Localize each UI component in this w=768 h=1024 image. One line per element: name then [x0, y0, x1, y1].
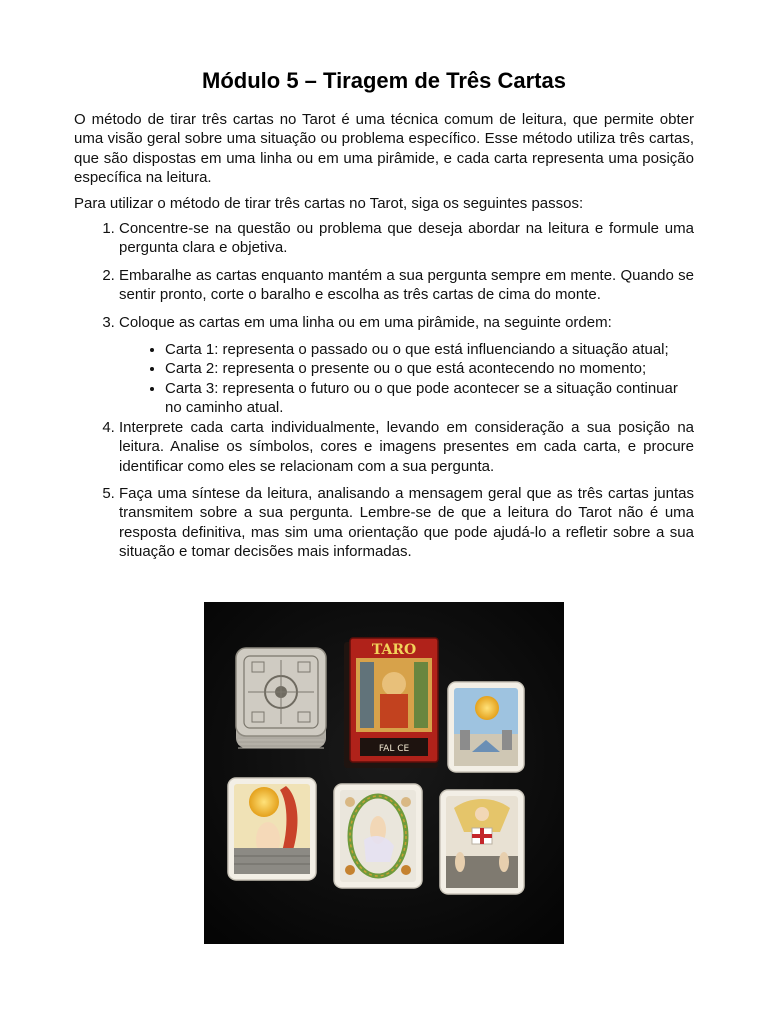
card-positions-list	[119, 340, 694, 418]
card-position-item: • Carta 2: representa o presente ou o que está acontecendo no momento;	[165, 359, 694, 378]
step-item	[119, 313, 694, 418]
tarot-deck-photo	[204, 602, 564, 944]
steps-intro-paragraph: Para utilizar o método de tirar três cartas no Tarot, siga os seguintes passos:	[74, 194, 584, 212]
tarot-card-sun-landscape	[448, 682, 524, 772]
page-title: Módulo 5 – Tiragem de Três Cartas	[202, 68, 566, 93]
tarot-card-the-sun	[228, 778, 316, 880]
step-item: 2. Embaralhe as cartas enquanto mantém a sua pergunta sempre em mente. Quando se sentir pronto, corte o baralho e escolha as três cartas de cima do monte.	[119, 266, 694, 305]
card-position-item: • Carta 3: representa o futuro ou o que pode acontecer se a situação continuar no caminho atual.	[165, 379, 694, 418]
intro-paragraph: O método de tirar três cartas no Tarot é uma técnica comum de leitura, que permite obter uma visão geral sobre uma situação ou problema específico. Esse método utiliza três cartas, que são dispostas em uma linha ou em uma pirâmide, e cada carta representa uma posição específica na leitura.	[74, 111, 694, 187]
steps-list	[74, 219, 694, 562]
tarot-card-the-world	[334, 784, 422, 888]
step-item: 4. Interprete cada carta individualmente, levando em consideração a sua posição na leitura. Analise os símbolos, cores e imagens presentes em cada carta, e procure identificar como eles se relacionam com a sua pergunta.	[119, 418, 694, 476]
tarot-box-marks: FAL CE	[378, 744, 410, 754]
step-text: Coloque as cartas em uma linha ou em uma pirâmide, na seguinte ordem:	[119, 313, 612, 331]
card-position-item: • Carta 1: representa o passado ou o que está influenciando a situação atual;	[165, 340, 694, 359]
tarot-box-lettering: TARO	[371, 642, 417, 658]
step-item: 1. Concentre-se na questão ou problema que deseja abordar na leitura e formule uma pergunta clara e objetiva.	[119, 219, 694, 258]
document-page	[74, 64, 694, 570]
tarot-box	[344, 638, 438, 768]
card-deck-stack	[236, 648, 326, 748]
step-item: 5. Faça uma síntese da leitura, analisando a mensagem geral que as três cartas juntas transmitem sobre a sua pergunta. Lembre-se de que a leitura do Tarot não é uma resposta definitiva, mas sim uma orientação que pode ajudá-lo a refletir sobre a sua situação e tomar decisões mais informadas.	[119, 484, 694, 562]
tarot-card-judgement	[440, 790, 524, 894]
